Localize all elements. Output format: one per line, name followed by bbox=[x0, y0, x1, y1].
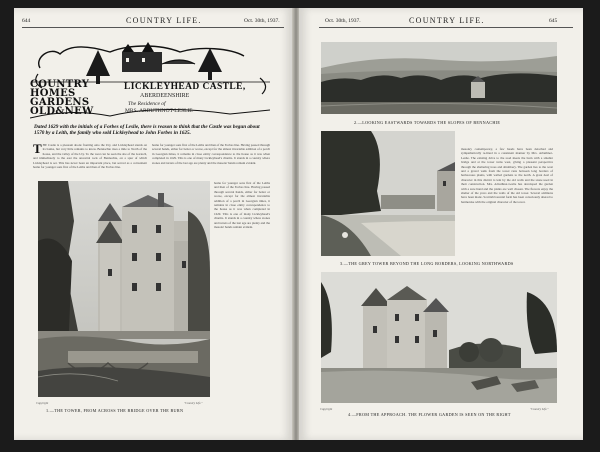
photo-bennachie-slopes bbox=[321, 42, 557, 114]
right-running-date: Oct. 30th, 1937. bbox=[325, 18, 361, 24]
right-page-number: 645 bbox=[549, 18, 558, 24]
left-photo-credit-country-life: "Country Life." bbox=[184, 401, 203, 405]
right-photo-credit-country-life: "Country Life." bbox=[530, 407, 549, 411]
masthead-word-country: COUNTRY bbox=[30, 79, 90, 90]
left-column-1-text bbox=[33, 143, 147, 177]
photo-caption-2: 2.—LOOKING EASTWARDS TOWARDS THE SLOPES OF BENNACHIE bbox=[354, 120, 501, 125]
article-intro: Dated 1629 with the initials of a Forbes of Leslie, there is reason to think that the Castle was begun about 1570 by a Leith, the family who sold Lickleyhead to John Forbes in 1625. bbox=[34, 124, 260, 137]
residence-line-2: MRS. ARBUTHNOT-LESLIE bbox=[125, 108, 193, 114]
left-running-date: Oct. 30th, 1937. bbox=[244, 18, 280, 24]
article-title: LICKLEYHEAD CASTLE, bbox=[124, 82, 246, 92]
photo-tower-from-bridge bbox=[38, 181, 210, 397]
left-running-title: COUNTRY LIFE. bbox=[126, 16, 202, 25]
photo-caption-4: 4.—FROM THE APPROACH. THE FLOWER GARDEN IS SEEN ON THE RIGHT bbox=[348, 412, 511, 417]
right-page-text-column: masonry contemporary, a few heads have been detached and sympathetically re-lined in a consistent manner by Mrs. Arbuthnot-Leslie. The existing drive to the road meets the burn with a smaller bridge and at the tower turns west, giving a pleasant perspective through the sheltering trees and shrubbery. The garden lies to the west and a gravel walk from the tower runs between long borders of herbaceous plants, with walled gardens to the north. A great deal of character in this district is lent by the old walls and the stone used in their construction. Mrs. Arbuthnot-Leslie has developed the garden with a sure hand and the plants are well chosen. The flowers enjoy the shelter of the yews and the walls of the old tower. Several additions have been made. Scottish baronial form has been consciously altered to harmonise with the original character of the tower. bbox=[458, 145, 556, 253]
landscape-photo-image bbox=[321, 42, 557, 114]
photo-caption-1: 1.—THE TOWER, FROM ACROSS THE BRIDGE OVER THE BURN bbox=[46, 408, 184, 413]
right-running-title: COUNTRY LIFE. bbox=[409, 16, 485, 25]
masthead-word-old-new: OLD&NEW bbox=[30, 106, 94, 117]
left-column-2-text: home for younger sons first of the Leiths and then of the Forbes line. Having passed through several hands, either for better or worse, except for the almost invariable addition of a porch in Georgian times, it remains in close entity correspondence to the house as it was when completed in 1629. This is one of many Lickleyhead's charms. It stands in a country where stones and turrets of the last age are plenty and the masons' hands remain evident. bbox=[152, 143, 270, 165]
photo-approach-flower-garden bbox=[321, 272, 557, 403]
right-photo-credit-copyright: Copyright bbox=[320, 407, 333, 411]
residence-line-1: The Residence of bbox=[128, 101, 166, 107]
left-column-3-text: home for younger sons first of the Leiths and then of the Forbes line. Having passed through several hands, either for better or worse, except for the almost invariable addition of a porch in Georgian times, it remains in close entity correspondence to the house as it was when completed in 1629. This is one of many Lickleyhead's charms. It stands in a country where stones and turrets of the last age are plenty and the masons' hands remain evident. bbox=[214, 181, 270, 230]
masthead-word-gardens: GARDENS bbox=[30, 97, 90, 108]
masthead-word-homes: HOMES bbox=[30, 88, 76, 99]
approach-photo-image bbox=[321, 272, 557, 403]
borders-photo-image bbox=[321, 131, 455, 256]
drop-cap: T bbox=[33, 143, 42, 156]
article-county: ABERDEENSHIRE bbox=[140, 93, 190, 99]
photo-caption-3: 3.—THE GREY TOWER BEYOND THE LONG BORDERS, LOOKING NORTHWARDS bbox=[340, 261, 514, 266]
left-page-number: 644 bbox=[22, 18, 31, 24]
header-rule bbox=[22, 27, 284, 28]
tower-photo-image bbox=[38, 181, 210, 397]
left-photo-credit-copyright: Copyright bbox=[36, 401, 49, 405]
right-header-rule bbox=[319, 27, 573, 28]
left-column-1-body: HE Castle is a pleasant abode fronting onto the Ury, and Lickleyhead stands on its banks, but very little remains to know. Bennachie rises a mile to North of the house, and the valley of the Ury. To the west can be seen the site of the Garioch, and immediately to the east the ancestral rock of Bennachie, on a spur of which Lickleyhead is set. This has never been an important place, but served as a convenient home for younger sons first of the Leiths and then of the Forbes line. bbox=[33, 143, 147, 170]
